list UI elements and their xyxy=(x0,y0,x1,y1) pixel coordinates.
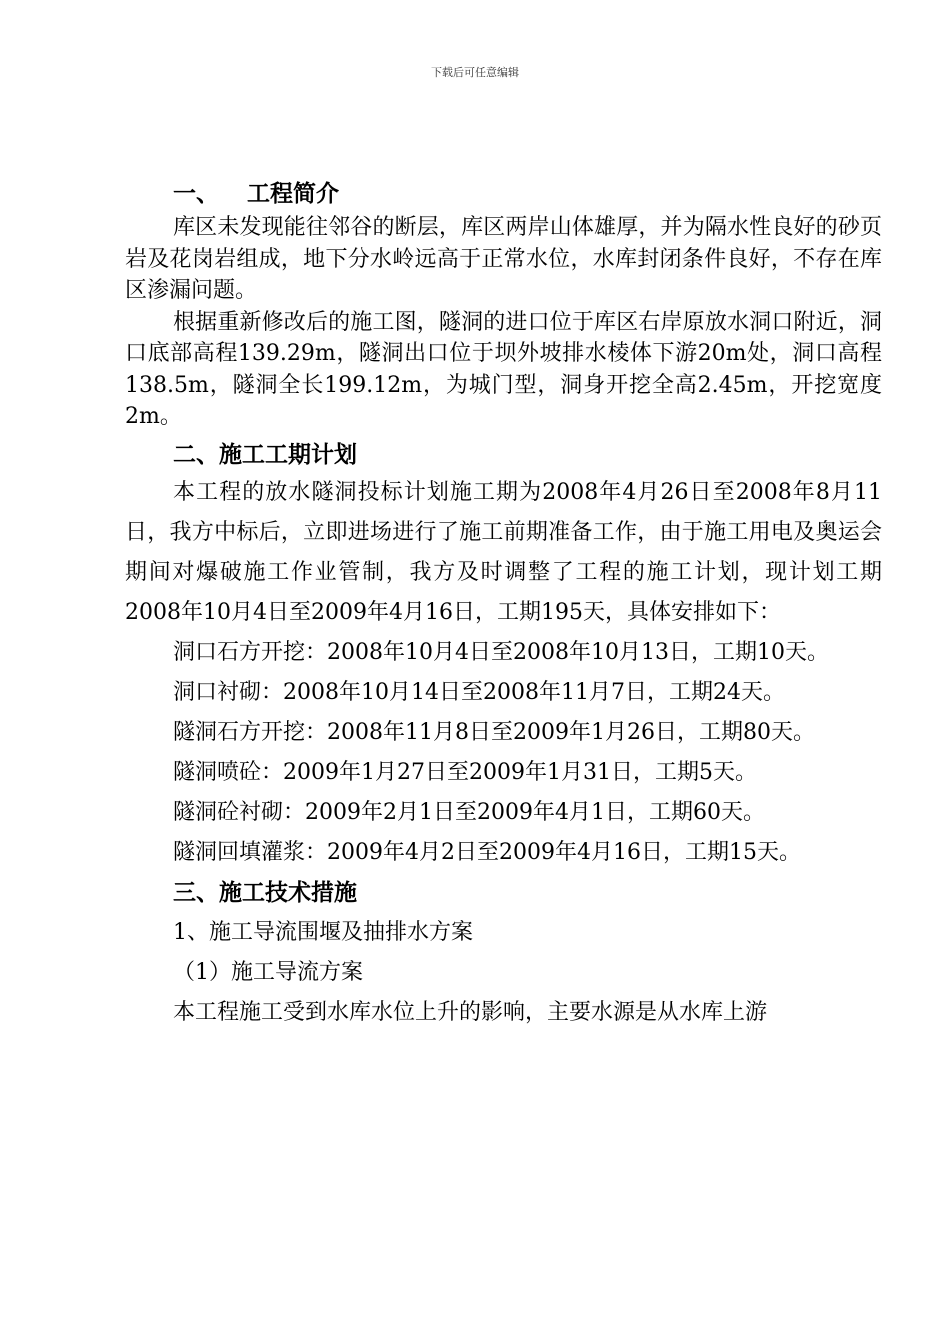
schedule-item: 隧洞砼衬砌：2009年2月1日至2009年4月1日，工期60天。 xyxy=(173,799,765,825)
schedule-item: 隧洞喷砼：2009年1月27日至2009年1月31日，工期5天。 xyxy=(173,759,757,785)
schedule-item: 洞口石方开挖：2008年10月4日至2008年10月13日，工期10天。 xyxy=(173,639,829,665)
section-2-heading: 二、施工工期计划 xyxy=(173,440,357,468)
section-1-title: 工程简介 xyxy=(247,180,339,207)
header-watermark: 下载后可任意编辑 xyxy=(431,66,519,79)
section-3-subheading-1: 1、施工导流围堰及抽排水方案 xyxy=(173,919,473,945)
schedule-item: 洞口衬砌：2008年10月14日至2008年11月7日，工期24天。 xyxy=(173,679,785,705)
schedule-item: 隧洞石方开挖：2008年11月8日至2009年1月26日，工期80天。 xyxy=(173,719,815,745)
section-1-number: 一、 xyxy=(173,180,219,207)
section-3-subheading-1-1: （1）施工导流方案 xyxy=(173,959,363,985)
document-body xyxy=(125,176,882,1033)
schedule-item: 隧洞回填灌浆：2009年4月2日至2009年4月16日，工期15天。 xyxy=(173,839,801,865)
section-1-paragraph-2: 根据重新修改后的施工图，隧洞的进口位于库区右岸原放水洞口附近，洞口底部高程139.29m，隧洞出口位于坝外坡排水棱体下游20m处，洞口高程138.5m，隧洞全长199.12m，为城门型，洞身开挖全高2.45m，开挖宽度2m。 xyxy=(125,309,882,429)
section-1-paragraph-1: 库区未发现能往邻谷的断层，库区两岸山体雄厚，并为隔水性良好的砂页岩及花岗岩组成，地下分水岭远高于正常水位，水库封闭条件良好，不存在库区渗漏问题。 xyxy=(125,215,882,303)
section-3-paragraph-1: 本工程施工受到水库水位上升的影响，主要水源是从水库上游 xyxy=(173,999,768,1025)
section-1-heading xyxy=(125,176,882,212)
section-2-paragraph-1: 本工程的放水隧洞投标计划施工期为2008年4月26日至2008年8月11日，我方中标后，立即进场进行了施工前期准备工作，由于施工用电及奥运会期间对爆破施工作业管制，我方及时调整了工程的施工计划，现计划工期2008年10月4日至2009年4月16日，工期195天，具体安排如下： xyxy=(125,479,882,625)
section-3-heading: 三、施工技术措施 xyxy=(173,878,357,906)
